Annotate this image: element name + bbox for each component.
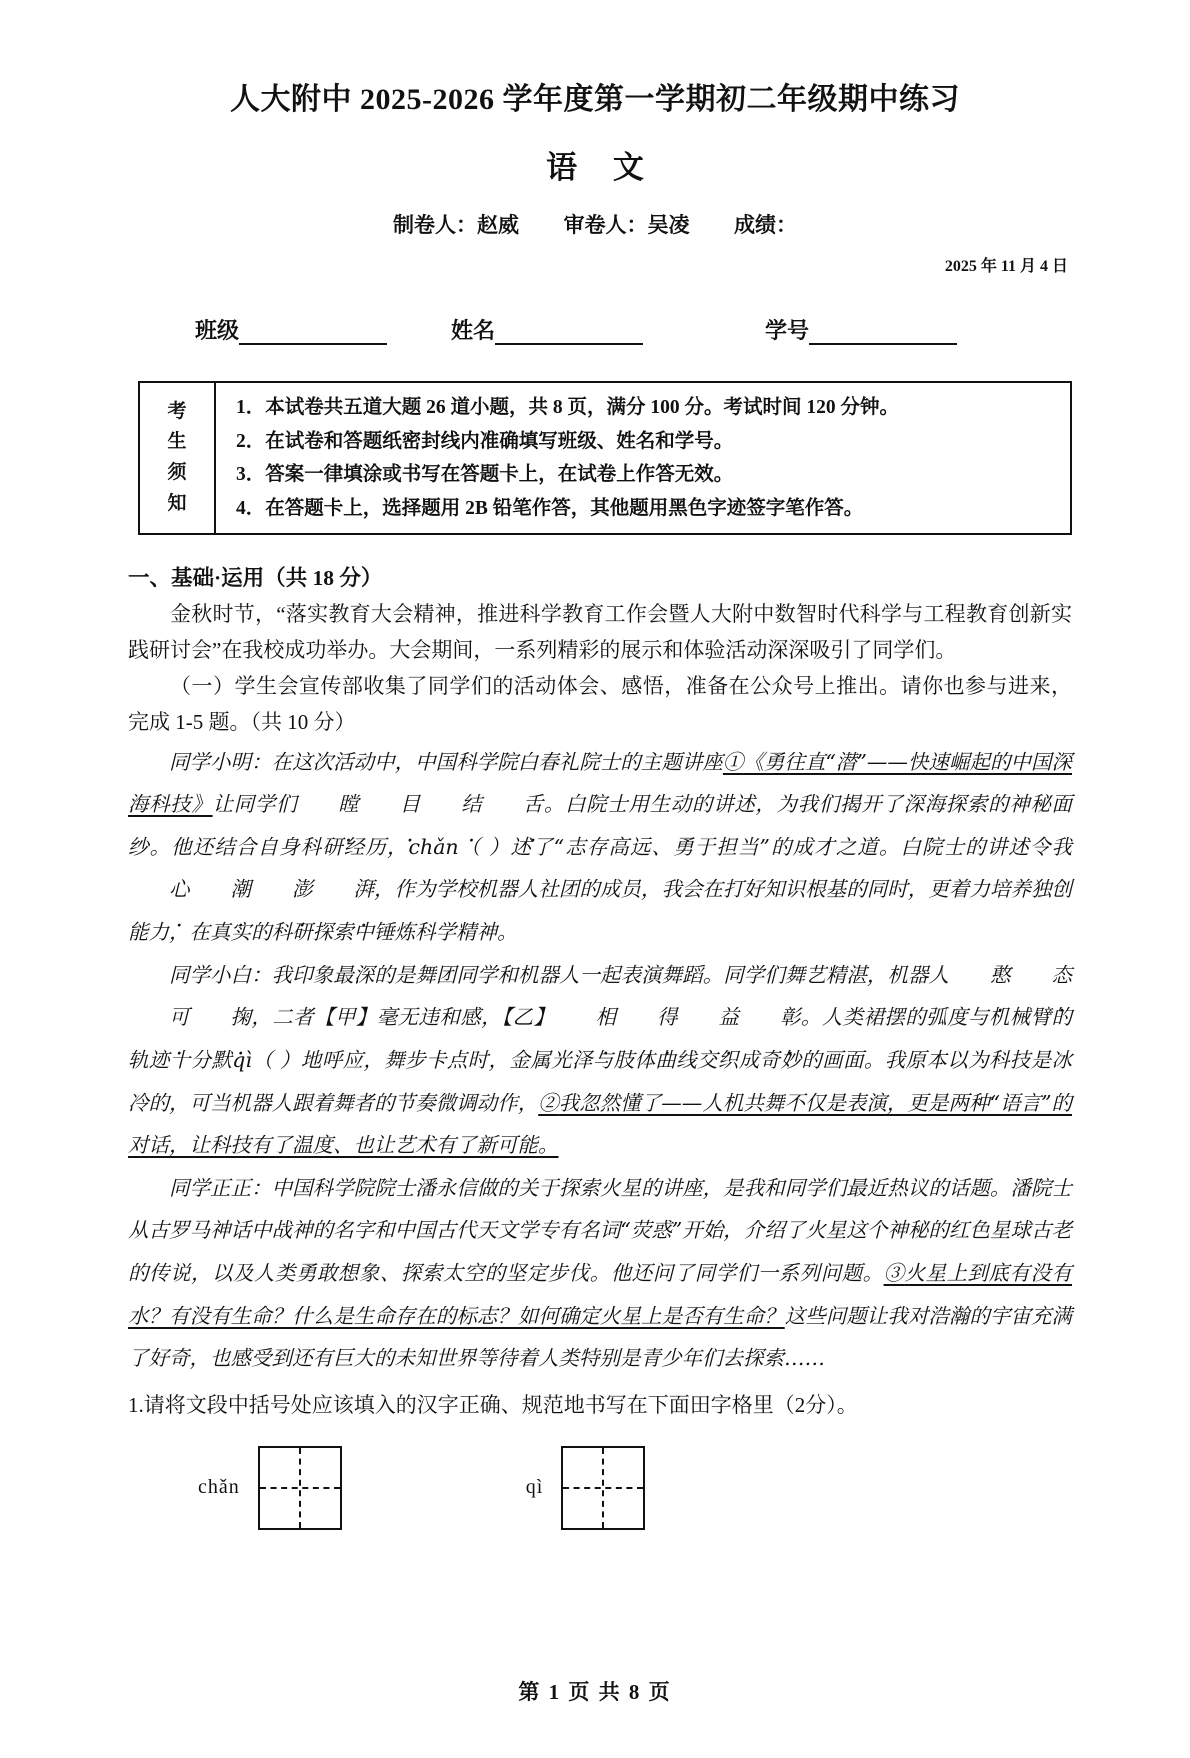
student-xiaoming-paragraph	[128, 741, 1072, 954]
notice-label-char-2: 生	[167, 431, 187, 453]
zhengzheng-text-2: 这些问题让我对浩瀚的宇宙充满了好奇，也感受到还有巨大的未知世界等待着人类特别是青少年们去探索……	[128, 1303, 1073, 1371]
student-id-field[interactable]	[765, 314, 957, 345]
name-blank[interactable]	[495, 323, 643, 345]
page-footer: 第 1 页 共 8 页	[518, 1680, 672, 1704]
student-info-row	[0, 314, 1190, 345]
xiaoming-underlined-1: 《勇往直“潜”——快速崛起的中国深海科技》	[128, 749, 1073, 817]
tianzige-box-1[interactable]	[258, 1446, 342, 1530]
notice-items	[216, 383, 1070, 533]
xiaoming-text-3: 。白院士用生动的讲述，为我们揭开了深海探索的神秘面纱。他还结合自身科研经历，	[128, 792, 1073, 859]
xiaoming-marker-1: ①	[722, 749, 744, 774]
tianzige-group-1	[198, 1446, 342, 1530]
xiaoming-text-1: 在这次活动中，中国科学院白春礼院士的主题讲座	[271, 749, 723, 774]
xiaobai-speaker: 同学小白：	[169, 962, 272, 987]
tianzige-row	[198, 1446, 1072, 1530]
xiaobai-pinyin-1: qì	[232, 1047, 252, 1072]
candidate-notice-box	[138, 381, 1072, 535]
name-field[interactable]	[451, 314, 643, 345]
xiaobai-underlined-2: 我忽然懂了——人机共舞不仅是表演，更是两种“语言”的对话，让科技有了温度、也让艺术有了新可能。	[128, 1090, 1072, 1158]
exam-body	[128, 561, 1072, 1530]
xiaobai-dotted-2: 相 得 益 彰	[595, 1005, 801, 1030]
zhengzheng-marker-3: ③	[883, 1261, 905, 1286]
tianzige-horizontal-guide	[260, 1487, 340, 1489]
section-one-heading: 一、基础·运用（共 18 分）	[128, 566, 383, 591]
notice-item: 4．在答题卡上，选择题用 2B 铅笔作答，其他题用黑色字迹签字笔作答。	[236, 497, 864, 519]
notice-label-char-4: 知	[167, 492, 187, 514]
class-field[interactable]	[195, 314, 387, 345]
subsection-one-intro: （一）学生会宣传部收集了同学们的活动体会、感悟，准备在公众号上推出。请你也参与进来，完成 1-5 题。（共 10 分）	[128, 674, 1072, 735]
notice-label-column	[140, 383, 216, 533]
xiaoming-dotted-2: 心 潮 澎 湃	[169, 877, 374, 902]
xiaoming-text-4: 述了“志存高远、勇于担当”的成才之道。白院士的讲述令我	[510, 834, 1072, 859]
student-id-label: 学号	[765, 318, 810, 343]
question-1-text: 1.请将文段中括号处应该填入的汉字正确、规范地书写在下面田字格里（2分）。	[128, 1392, 858, 1417]
xiaoming-speaker: 同学小明：	[169, 749, 272, 774]
xiaobai-text-4: 地呼应，舞步卡点时，金属光泽与肢体曲线交织成奇妙的画面。我原本以为科技是冰冷的，可当机器人跟着舞者的节奏微调动作，	[128, 1047, 1072, 1115]
score-label: 成绩：	[734, 213, 797, 237]
tianzige-horizontal-guide	[563, 1487, 643, 1489]
name-label: 姓名	[451, 318, 496, 343]
notice-label-char-1: 考	[167, 400, 187, 422]
class-label: 班级	[195, 318, 240, 343]
exam-page	[0, 74, 1190, 1758]
student-id-blank[interactable]	[809, 323, 957, 345]
xiaoming-bracket-1[interactable]: （ ）	[458, 834, 511, 859]
zhengzheng-underlined-3: 火星上到底有没有水？有没有生命？什么是生命存在的标志？如何确定火星上是否有生命？	[128, 1261, 1073, 1328]
notice-item: 3．答案一律填涂或书写在答题卡上，在试卷上作答无效。	[236, 464, 734, 486]
xiaobai-text-1: 我印象最深的是舞团同学和机器人一起表演舞蹈。同学们舞艺精湛，机器人	[271, 962, 950, 987]
class-blank[interactable]	[239, 323, 387, 345]
xiaobai-marker-2: ②	[538, 1090, 559, 1115]
notice-item: 1．本试卷共五道大题 26 道小题，共 8 页，满分 100 分。考试时间 120 分钟。	[236, 397, 900, 418]
zhengzheng-text-1: 中国科学院院士潘永信做的关于探索火星的讲座，是我和同学们最近热议的话题。潘院士从古罗马神话中战神的名字和中国古代天文学专有名词“荧惑”开始，介绍了火星这个神秘的红色星球古老的传说，以及人类勇敢想象、探索太空的坚定步伐。他还问了同学们一系列问题。	[128, 1175, 1073, 1286]
tianzige-group-2	[526, 1446, 646, 1530]
xiaobai-dotted-1: 憨 态可 掬	[169, 962, 1073, 1030]
student-xiaobai-paragraph	[128, 954, 1072, 1167]
paper-reviewer-label: 审卷人：吴凌	[563, 213, 690, 237]
tianzige-pinyin-2: qì	[525, 1476, 544, 1499]
xiaobai-text-3: 。人类裙摆的弧度与机械臂的轨迹十分默	[128, 1005, 1073, 1072]
xiaoming-pinyin-1: chǎn	[408, 834, 459, 859]
xiaoming-dotted-1: 瞠 目 结 舌	[338, 792, 544, 817]
section-one-intro: 金秋时节，“落实教育大会精神，推进科学教育工作会暨人大附中数智时代科学与工程教育创新实践研讨会”在我校成功举办。大会期间，一系列精彩的展示和体验活动深深吸引了同学们。	[128, 602, 1072, 663]
subject-title: 语 文	[546, 150, 658, 185]
tianzige-pinyin-1: chǎn	[198, 1476, 240, 1499]
xiaobai-text-2: ，二者【甲】毫无违和感，【乙】	[251, 1005, 555, 1030]
xiaoming-text-5: ，作为学校机器人社团的成员，我会在打好知识根基的同时，更着力培养独创能力，在真实的科研探索中锤炼科学精神。	[128, 877, 1072, 945]
zhengzheng-speaker: 同学正正：	[169, 1175, 272, 1200]
notice-item: 2．在试卷和答题纸密封线内准确填写班级、姓名和学号。	[236, 430, 734, 452]
exam-date: 2025 年 11 月 4 日	[944, 258, 1068, 275]
credits-row	[0, 209, 1190, 239]
tianzige-box-2[interactable]	[561, 1446, 645, 1530]
exam-title: 人大附中 2025-2026 学年度第一学期初二年级期中练习	[230, 83, 960, 116]
notice-label-char-3: 须	[167, 462, 187, 484]
xiaobai-bracket-1[interactable]: （ ）	[251, 1047, 301, 1072]
paper-maker-label: 制卷人：赵威	[393, 213, 519, 237]
xiaoming-text-2: 让同学们	[212, 792, 298, 817]
student-zhengzheng-paragraph	[128, 1167, 1072, 1380]
